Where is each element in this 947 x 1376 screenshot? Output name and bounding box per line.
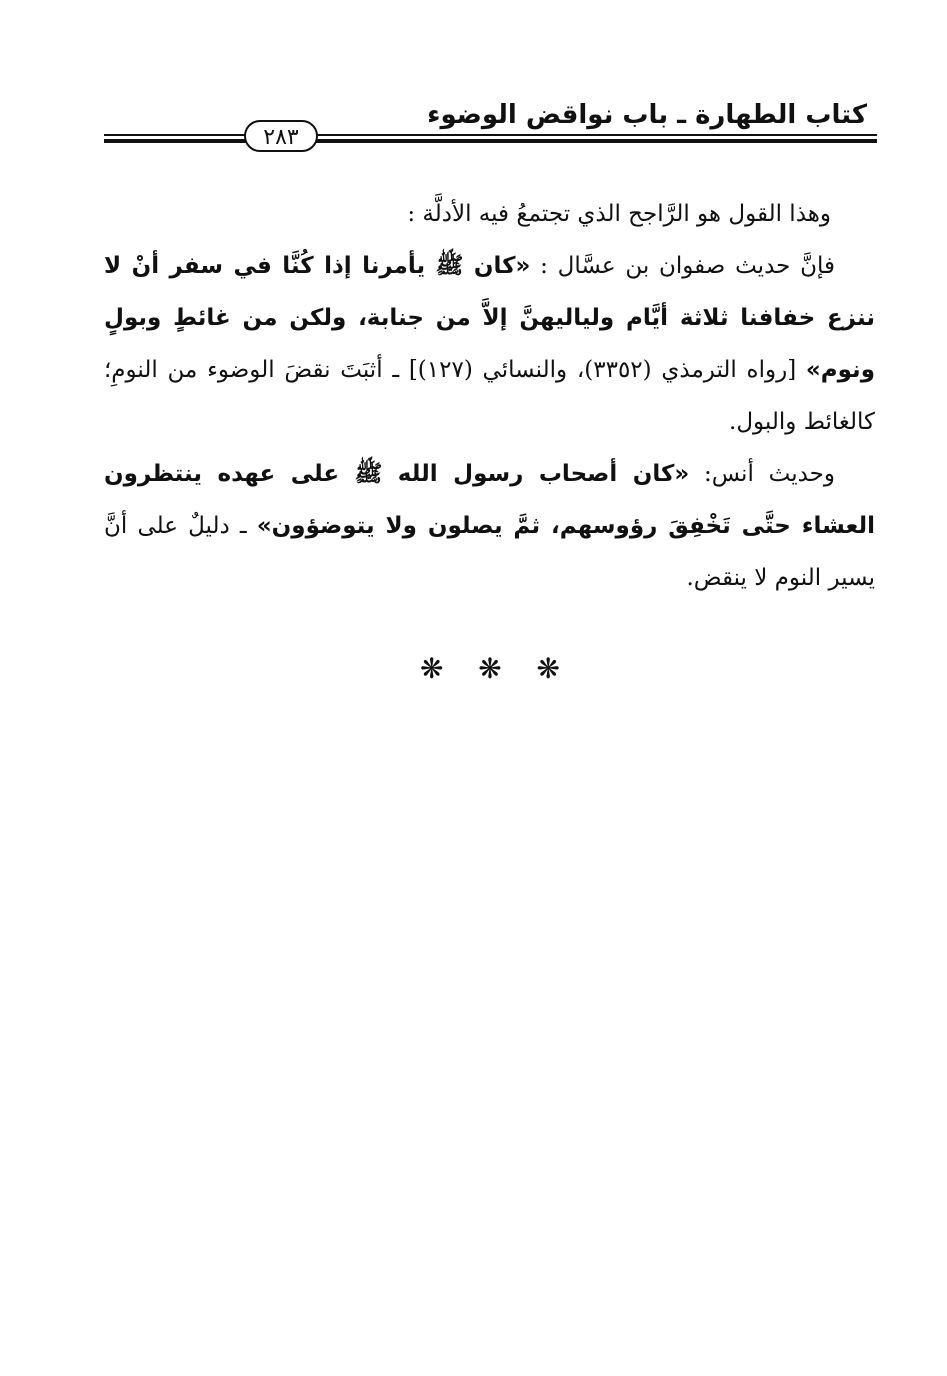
anas-hadith-conclusion: ـ دليلٌ على أنَّ يسير النوم لا ينقض. xyxy=(104,513,875,591)
header-rule xyxy=(104,125,877,150)
header-rule-thin-line xyxy=(104,134,877,136)
anas-hadith-quote: «كان أصحاب رسول الله ﷺ على عهده ينتظرون العشاء حتَّى تَخْفِقَ رؤوسهم، ثمَّ يصلون ولا يتوضؤون» xyxy=(104,461,876,539)
paragraph-anas-hadith xyxy=(104,448,875,604)
separator-asterisk-icon: ❋ xyxy=(420,652,444,685)
anas-hadith-intro: وحديث أنس: xyxy=(689,461,835,487)
running-header-title: كتاب الطهارة ـ باب نواقض الوضوء xyxy=(427,100,867,130)
header-rule-thick-line xyxy=(104,139,877,143)
separator-asterisk-icon: ❋ xyxy=(536,652,560,685)
paragraph-preferred-opinion: وهذا القول هو الرَّاجح الذي تجتمعُ فيه الأدلَّة : xyxy=(407,201,831,227)
safwan-hadith-intro: فإنَّ حديث صفوان بن عسَّال : xyxy=(530,253,836,279)
page-number: ٢٨٣ xyxy=(244,120,318,152)
safwan-hadith-quote: «كان ﷺ يأمرنا إذا كُنَّا في سفر أنْ لا ننزع خفافنا ثلاثة أيَّام ولياليهنَّ إلاَّ من جنابة، ولكن من غائطٍ وبولٍ ونوم» xyxy=(104,253,875,383)
paragraph-safwan-hadith xyxy=(104,240,875,448)
section-separator xyxy=(420,652,560,686)
safwan-hadith-citation: [رواه الترمذي (٣٣٥٢)، والنسائي (١٢٧)] ـ أثبَتَ نقضَ الوضوء من النومِ؛ كالغائط والبول. xyxy=(104,357,875,435)
body-text xyxy=(104,188,875,604)
separator-asterisk-icon: ❋ xyxy=(478,652,502,685)
